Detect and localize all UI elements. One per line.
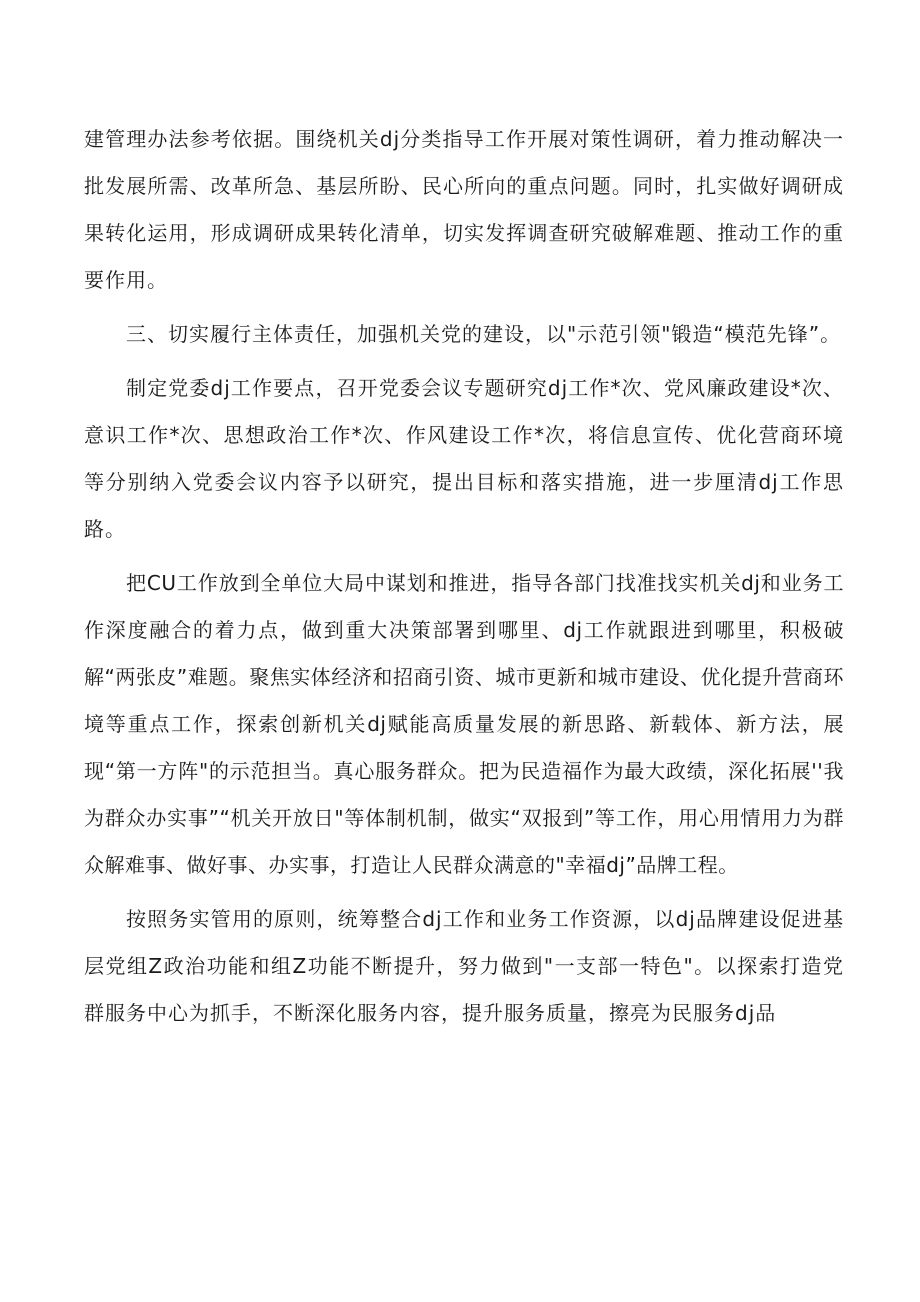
paragraph-research-continuation: 建管理办法参考依据。围绕机关dj分类指导工作开展对策性调研，着力推动解决一批发展所需、改革所急、基层所盼、民心所向的重点问题。同时，扎实做好调研成果转化运用，形成调研成果转化清单，切实发挥调查研究破解难题、推动工作的重要作用。 [84,127,844,292]
document-page [84,116,844,1037]
paragraph-party-committee: 制定党委dj工作要点，召开党委会议专题研究dj工作*次、党风廉政建设*次、意识工作*次、思想政治工作*次、作风建设工作*次，将信息宣传、优化营商环境等分别纳入党委会议内容予以研究，提出目标和落实措施，进一步厘清dj工作思路。 [84,376,844,541]
paragraph-brand-building: 按照务实管用的原则，统筹整合dj工作和业务工作资源，以dj品牌建设促进基层党组Z政治功能和组Z功能不断提升，努力做到"一支部一特色"。以探索打造党群服务中心为抓手，不断深化服务内容，提升服务质量，擦亮为民服务dj品 [84,907,844,1025]
paragraph-integration: 把CU工作放到全单位大局中谋划和推进，指导各部门找准找实机关dj和业务工作深度融合的着力点，做到重大决策部署到哪里、dj工作就跟进到哪里，积极破解“两张皮”难题。聚焦实体经济和招商引资、城市更新和城市建设、优化提升营商环境等重点工作，探索创新机关dj赋能高质量发展的新思路、新载体、新方法，展现“第一方阵"的示范担当。真心服务群众。把为民造福作为最大政绩，深化拓展''我为群众办实事”“机关开放日"等体制机制，做实“双报到”等工作，用心用情用力为群众解难事、做好事、办实事，打造让人民群众满意的"幸福dj”品牌工程。 [84,571,844,877]
section-heading-three: 三、切实履行主体责任，加强机关党的建设，以"示范引领"锻造“模范先锋”。 [126,322,842,346]
